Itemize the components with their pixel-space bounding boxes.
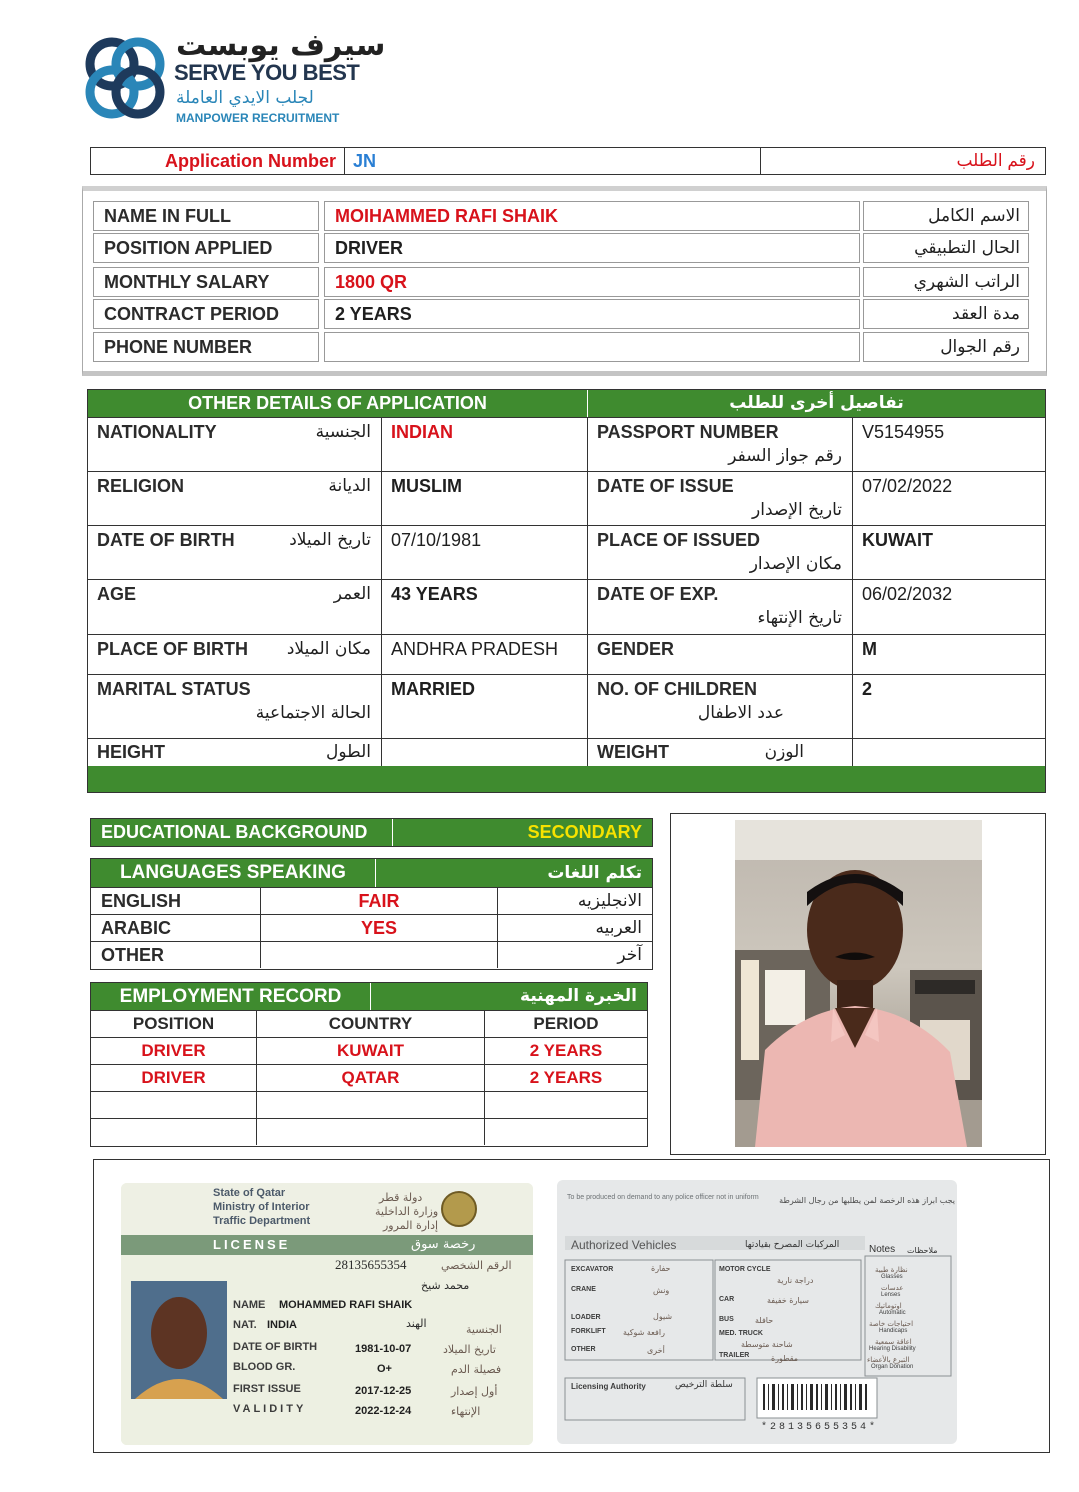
employment-country[interactable]: KUWAIT [257, 1038, 485, 1064]
license-back-title: Authorized Vehicles [571, 1238, 677, 1252]
note-label-ar: اعاقة سمعية [875, 1338, 912, 1346]
license-field-label: BLOOD GR. [233, 1361, 296, 1373]
column-header: COUNTRY [257, 1011, 485, 1037]
vehicle-label: CRANE [571, 1286, 596, 1293]
note-label: Glasses [881, 1274, 903, 1280]
personal-row [93, 299, 1038, 329]
detail-label: PLACE OF BIRTH [97, 639, 248, 659]
detail-label-ar: الجنسية [315, 422, 371, 442]
license-authority: Licensing Authority [571, 1382, 646, 1391]
personal-label-ar: الحال التطبيقي [863, 233, 1029, 263]
vehicle-label: OTHER [571, 1346, 596, 1353]
personal-label: CONTRACT PERIOD [93, 299, 319, 329]
language-level[interactable] [261, 942, 498, 968]
language-name: ENGLISH [91, 888, 261, 914]
detail-label: RELIGION [97, 476, 185, 496]
vehicle-label-ar: مقطورة [771, 1354, 799, 1363]
detail-value[interactable]: 07/02/2022 [862, 476, 953, 496]
license-back-note: To be produced on demand to any police officer not in uniform [567, 1194, 759, 1201]
detail-value[interactable]: 2 [862, 679, 873, 699]
detail-row [88, 417, 1045, 471]
detail-value[interactable]: 07/10/1981 [382, 526, 588, 579]
note-label: Lenses [881, 1292, 901, 1298]
employment-row [91, 1118, 647, 1145]
personal-value[interactable]: DRIVER [324, 233, 860, 263]
note-label-ar: اوتوماتيك [875, 1302, 902, 1310]
license-issuer-line-ar: إدارة المرور [383, 1219, 439, 1232]
personal-value[interactable]: 1800 QR [324, 267, 860, 297]
license-back-title-ar: المركبات المصرح بقيادتها [745, 1240, 840, 1250]
detail-label: WEIGHT [597, 742, 669, 762]
license-title: LICENSE [213, 1237, 291, 1252]
detail-value[interactable] [853, 739, 1045, 766]
personal-info-box [82, 186, 1047, 376]
employment-row [91, 1091, 647, 1118]
detail-row [88, 525, 1045, 579]
vehicle-label-ar: شيول [653, 1312, 673, 1321]
personal-label-ar: مدة العقد [863, 299, 1029, 329]
language-row [91, 914, 652, 941]
employment-position[interactable] [91, 1119, 257, 1145]
detail-label-ar: تاريخ الميلاد [289, 530, 371, 550]
employment-row [91, 1064, 647, 1091]
vehicle-label: BUS [719, 1316, 734, 1323]
detail-label: AGE [97, 584, 137, 604]
detail-label-ar: تاريخ الإصدار [752, 500, 842, 520]
detail-value[interactable]: ANDHRA PRADESH [382, 635, 588, 674]
license-field-label-ar: الجنسية [466, 1323, 502, 1336]
note-label-ar: التبرع بالأعضاء [867, 1356, 910, 1364]
education-value[interactable]: SECONDARY [527, 822, 642, 842]
employment-row [91, 1037, 647, 1064]
education-bar [90, 818, 653, 847]
detail-label-ar: الحالة الاجتماعية [255, 703, 371, 723]
language-name-ar: العربيه [595, 918, 642, 938]
personal-row [93, 201, 1038, 231]
license-field-label: DATE OF BIRTH [233, 1341, 318, 1353]
license-field-label-ar: فصيلة الدم [451, 1363, 502, 1376]
vehicle-label: MOTOR CYCLE [719, 1266, 771, 1273]
personal-value[interactable]: MOIHAMMED RAFI SHAIK [324, 201, 860, 231]
employment-country[interactable]: QATAR [257, 1065, 485, 1091]
vehicle-label: TRAILER [719, 1352, 750, 1359]
license-front-card [121, 1183, 533, 1445]
detail-label-ar: مكان الميلاد [286, 639, 371, 659]
detail-value[interactable]: V5154955 [862, 422, 945, 442]
detail-value[interactable] [382, 739, 588, 766]
license-field-value: 2017-12-25 [355, 1385, 412, 1397]
detail-label: NATIONALITY [97, 422, 217, 442]
license-field-label: VALIDITY [233, 1403, 307, 1415]
other-details-title: OTHER DETAILS OF APPLICATION [88, 390, 588, 417]
language-row [91, 887, 652, 914]
employment-columns [91, 1010, 647, 1037]
detail-label-ar: الطول [326, 742, 371, 762]
application-number-label: Application Number [91, 148, 345, 174]
vehicle-label: MED. TRUCK [719, 1330, 763, 1337]
language-name: ARABIC [91, 915, 261, 941]
license-holder-ar: محمد شيخ [421, 1279, 470, 1292]
languages-header [91, 859, 652, 887]
languages-table [90, 858, 653, 970]
detail-label-ar: مكان الإصدار [749, 554, 842, 574]
employment-title-ar: الخبرة المهنية [520, 986, 637, 1006]
column-header: POSITION [91, 1011, 257, 1037]
license-back-card [557, 1180, 957, 1444]
employment-country[interactable] [257, 1119, 485, 1145]
detail-value[interactable]: 43 YEARS [382, 580, 588, 634]
detail-value[interactable]: M [862, 639, 877, 659]
detail-label-ar: عدد الاطفال [697, 703, 784, 723]
license-field-value: O+ [377, 1363, 392, 1375]
vehicle-label: EXCAVATOR [571, 1266, 614, 1273]
detail-row [88, 634, 1045, 674]
license-field-value: INDIA [267, 1319, 297, 1331]
license-authority-ar: سلطة الترخيص [675, 1380, 733, 1390]
vehicle-label-ar: دراجة نارية [777, 1276, 814, 1285]
personal-row [93, 332, 1038, 362]
license-field-value-ar: الهند [406, 1317, 427, 1330]
other-details-table [87, 389, 1046, 793]
license-field-value: 1981-10-07 [355, 1343, 412, 1355]
license-issuer-line-ar: دولة قطر [379, 1191, 423, 1204]
note-label-ar: احتياجات خاصة [869, 1320, 914, 1328]
detail-value[interactable]: MUSLIM [382, 472, 588, 525]
personal-value[interactable] [324, 332, 860, 362]
detail-label: GENDER [597, 639, 675, 659]
personal-row [93, 267, 1038, 297]
license-field-value: 2022-12-24 [355, 1405, 412, 1417]
employment-position[interactable]: DRIVER [91, 1038, 257, 1064]
license-field-label-ar: تاريخ الميلاد [443, 1343, 496, 1356]
note-label: Automatic [879, 1310, 906, 1316]
detail-label-ar: الوزن [764, 742, 804, 762]
license-back-note-ar: يجب ابراز هذه الرخصة لمن يطلبها من رجال الشرطة [779, 1196, 955, 1205]
other-details-header [88, 390, 1045, 417]
detail-label-ar: تاريخ الإنتهاء [757, 608, 842, 628]
employment-period[interactable]: 2 YEARS [529, 1041, 603, 1060]
logo-arabic-tagline: لجلب الايدي العاملة [176, 88, 314, 108]
detail-label: HEIGHT [97, 742, 166, 762]
note-label: Hearing Disability [869, 1346, 916, 1352]
vehicle-label-ar: أخرى [647, 1346, 665, 1355]
application-number-value[interactable]: JN [345, 148, 761, 174]
detail-value[interactable]: INDIAN [382, 418, 588, 471]
vehicle-label-ar: حافلة [755, 1316, 774, 1325]
personal-row [93, 233, 1038, 263]
detail-label-ar: الديانة [328, 476, 371, 496]
license-issuer-line: Ministry of Interior [213, 1201, 310, 1213]
license-field-label-ar: أول إصدار [451, 1385, 498, 1398]
language-name-ar: آخر [617, 945, 642, 965]
vehicle-label-ar: شاحنة متوسطة [741, 1340, 793, 1349]
note-label: Handicaps [879, 1328, 908, 1334]
detail-label-ar: رقم جواز السفر [728, 446, 842, 466]
detail-label-ar: العمر [333, 584, 371, 604]
logo-arabic-name: سيرف يوبست [176, 28, 386, 63]
language-name-ar: الانجليزيه [577, 891, 642, 911]
other-details-title-ar: تفاصيل أخرى للطلب [729, 393, 904, 413]
license-field-label: NAT. [233, 1319, 257, 1331]
languages-title-ar: تكلم اللغات [547, 863, 642, 883]
detail-label: DATE OF BIRTH [97, 530, 235, 550]
personal-label: NAME IN FULL [93, 201, 319, 231]
detail-label: DATE OF ISSUE [597, 476, 734, 496]
employment-country[interactable] [257, 1092, 485, 1118]
license-barcode-number: *28135655354* [761, 1422, 879, 1433]
license-title-ar: رخصة سوق [411, 1237, 476, 1252]
vehicle-label: LOADER [571, 1314, 601, 1321]
other-details-footer-bar [88, 766, 1045, 792]
detail-label: PASSPORT NUMBER [597, 422, 779, 442]
employment-title: EMPLOYMENT RECORD [91, 983, 371, 1010]
employment-period[interactable] [485, 1092, 647, 1118]
personal-label-ar: رقم الجوال [863, 332, 1029, 362]
language-name: OTHER [91, 942, 261, 968]
detail-row [88, 471, 1045, 525]
detail-label: PLACE OF ISSUED [597, 530, 761, 550]
detail-value[interactable]: KUWAIT [862, 530, 933, 550]
applicant-photo [735, 820, 982, 1147]
vehicle-label: FORKLIFT [571, 1328, 606, 1335]
personal-label-ar: الراتب الشهري [863, 267, 1029, 297]
employment-period[interactable]: 2 YEARS [529, 1068, 603, 1087]
license-issuer-line: State of Qatar [213, 1187, 286, 1199]
employment-period[interactable] [485, 1119, 647, 1145]
application-number-bar [90, 147, 1046, 175]
detail-label: NO. OF CHILDREN [597, 679, 757, 699]
note-label-ar: نظارة طبية [875, 1266, 908, 1274]
detail-row [88, 738, 1045, 766]
logo-english-name: SERVE YOU BEST [174, 60, 360, 85]
logo-english-tagline: MANPOWER RECRUITMENT [176, 111, 340, 125]
license-field-value: MOHAMMED RAFI SHAIK [279, 1299, 413, 1311]
note-label: Organ Donation [871, 1364, 914, 1370]
license-field-label-ar: الإنتهاء [451, 1405, 481, 1418]
language-level[interactable]: YES [261, 915, 498, 941]
vehicle-label-ar: حفارة [651, 1264, 671, 1273]
vehicle-label: CAR [719, 1296, 735, 1303]
vehicle-label-ar: سيارة خفيفة [767, 1296, 809, 1305]
detail-row [88, 579, 1045, 634]
detail-row [88, 674, 1045, 738]
employment-position[interactable] [91, 1092, 257, 1118]
license-issuer-line: Traffic Department [213, 1215, 311, 1227]
employment-table [90, 982, 648, 1147]
vehicle-label-ar: رافعة شوكية [623, 1328, 665, 1337]
personal-label: POSITION APPLIED [93, 233, 319, 263]
license-issuer-line-ar: وزارة الداخلية [375, 1205, 439, 1218]
personal-label: PHONE NUMBER [93, 332, 319, 362]
employment-position[interactable]: DRIVER [91, 1065, 257, 1091]
vehicle-label-ar: ونش [653, 1286, 670, 1295]
languages-title: LANGUAGES SPEAKING [91, 859, 376, 887]
detail-value[interactable]: MARRIED [382, 675, 588, 738]
license-notes-title-ar: ملاحظات [907, 1246, 938, 1255]
license-field-label: NAME [233, 1299, 266, 1311]
license-number: 28135655354 [335, 1257, 407, 1272]
column-header: PERIOD [533, 1014, 599, 1033]
note-label-ar: عدسات [881, 1284, 904, 1292]
license-notes-title: Notes [869, 1244, 896, 1255]
detail-label: MARITAL STATUS [97, 679, 251, 699]
application-number-label-ar: رقم الطلب [956, 151, 1035, 170]
personal-value[interactable]: 2 YEARS [324, 299, 860, 329]
personal-label: MONTHLY SALARY [93, 267, 319, 297]
personal-label-ar: الاسم الكامل [863, 201, 1029, 231]
license-field-label: FIRST ISSUE [233, 1383, 301, 1395]
company-logo-mark [80, 30, 172, 126]
employment-header [91, 983, 647, 1010]
language-row [91, 941, 652, 968]
detail-value[interactable]: 06/02/2032 [862, 584, 953, 604]
license-number-label-ar: الرقم الشخصي [441, 1259, 512, 1272]
language-level[interactable]: FAIR [261, 888, 498, 914]
detail-label: DATE OF EXP. [597, 584, 719, 604]
education-label: EDUCATIONAL BACKGROUND [91, 819, 393, 846]
